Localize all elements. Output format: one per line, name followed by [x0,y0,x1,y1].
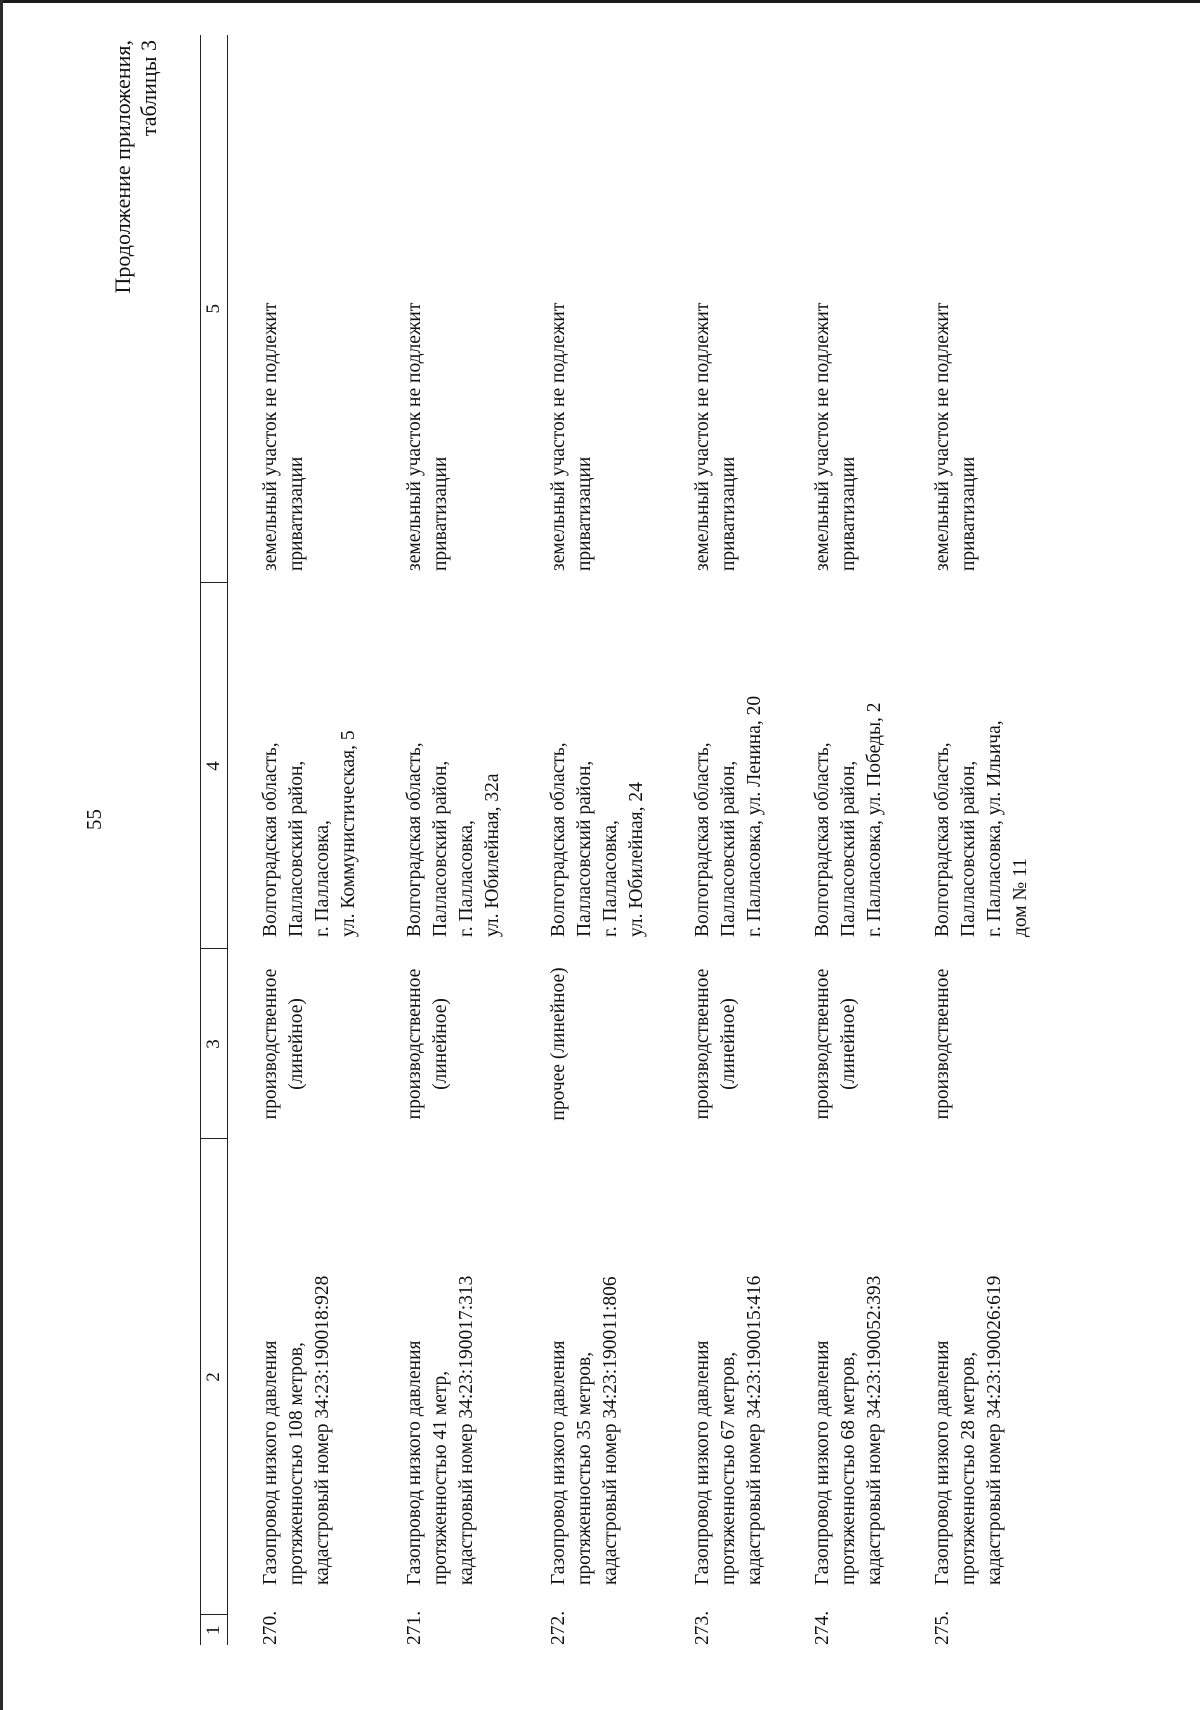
address-line: дом № 11 [1010,858,1031,937]
object-name-line: протяженностью 68 метров, [838,1351,859,1585]
object-type [228,949,373,1139]
address-line: ул. Коммунистическая, 5 [338,730,359,937]
header-col-5: 5 [201,35,228,583]
land-status [780,35,900,583]
object-name-line: кадастровый номер 34:23:190018:928 [312,1275,333,1585]
land-status [228,35,373,583]
table-row [780,35,900,1645]
object-type-line: производственное [260,968,281,1120]
address-line: Палласовский район, [838,760,859,937]
object-type-line: производственное [692,968,713,1120]
address-line: Волгоградская область, [692,742,713,937]
address-line: Палласовский район, [574,760,595,937]
scan-edge-top [0,0,1200,3]
status-line: земельный участок не подлежит [692,302,713,571]
table-row [516,35,660,1645]
object-name [900,1139,1044,1615]
object-name-line: кадастровый номер 34:23:190011:806 [600,1276,621,1585]
object-name [372,1139,516,1615]
address-line: г. Палласовка, ул. Ленина, 20 [744,695,765,937]
status-line: земельный участок не подлежит [932,302,953,571]
object-name-line: Газопровод низкого давления [260,1340,281,1585]
object-name-line: Газопровод низкого давления [548,1340,569,1585]
object-address [228,583,373,949]
page-number: 55 [82,809,106,830]
address-line: Палласовский район, [430,760,451,937]
object-name-line: Газопровод низкого давления [692,1340,713,1585]
header-row [201,35,228,1645]
object-name-line: Газопровод низкого давления [932,1340,953,1585]
object-type-line: (линейное) [718,998,739,1090]
row-number: 270. [260,1610,281,1645]
object-type-line: прочее (линейное) [548,967,569,1121]
object-type-line: производственное [812,968,833,1120]
table-row [660,35,780,1645]
row-number: 272. [548,1610,569,1645]
object-type [660,949,780,1139]
continuation-line-2: таблицы 3 [136,40,161,137]
object-name-line: кадастровый номер 34:23:190052:393 [864,1275,885,1585]
object-address [900,583,1044,949]
header-col-2: 2 [201,1139,228,1615]
status-line: приватизации [430,456,451,571]
status-line: земельный участок не подлежит [260,302,281,571]
object-name-line: кадастровый номер 34:23:190015:416 [744,1275,765,1585]
object-name-line: протяженностью 28 метров, [958,1351,979,1585]
object-name-line: Газопровод низкого давления [404,1340,425,1585]
row-number: 275. [932,1610,953,1645]
address-line: г. Палласовка, [600,820,621,937]
object-name-line: протяженностью 108 метров, [286,1342,307,1585]
address-line: Палласовский район, [958,760,979,937]
address-line: Волгоградская область, [548,742,569,937]
row-number: 274. [812,1610,833,1645]
object-type [516,949,660,1139]
continuation-note [110,40,162,340]
object-name [660,1139,780,1615]
status-line: земельный участок не подлежит [548,302,569,571]
object-address [780,583,900,949]
status-line: приватизации [286,456,307,571]
land-status [900,35,1044,583]
object-name-line: протяженностью 41 метр, [430,1370,451,1585]
object-name-line: Газопровод низкого давления [812,1340,833,1585]
address-line: ул. Юбилейная, 24 [626,782,647,937]
object-type-line: (линейное) [430,998,451,1090]
address-line: г. Палласовка, [456,820,477,937]
object-type-line: производственное [404,968,425,1120]
land-status [660,35,780,583]
object-name-line: кадастровый номер 34:23:190026:619 [984,1275,1005,1585]
object-address [372,583,516,949]
status-line: земельный участок не подлежит [812,302,833,571]
address-line: Палласовский район, [718,760,739,937]
rotated-table-container [200,35,1031,1645]
header-col-4: 4 [201,583,228,949]
header-col-1: 1 [201,1615,228,1645]
address-line: Палласовский район, [286,760,307,937]
address-line: ул. Юбилейная, 32а [482,773,503,937]
address-line: г. Палласовка, [312,820,333,937]
row-number: 273. [692,1610,713,1645]
object-type [780,949,900,1139]
row-number: 271. [404,1610,425,1645]
table-row [900,35,1044,1645]
address-line: Волгоградская область, [404,742,425,937]
table-row [372,35,516,1645]
object-name [516,1139,660,1615]
object-name-line: кадастровый номер 34:23:190017:313 [456,1275,477,1585]
table-row [228,35,373,1645]
land-status [516,35,660,583]
status-line: приватизации [718,456,739,571]
object-address [660,583,780,949]
address-line: г. Палласовка, ул. Ильича, [984,720,1005,937]
property-table [200,35,1044,1645]
scan-edge-left [0,0,3,1710]
land-status [372,35,516,583]
continuation-line-1: Продолжение приложения, [110,40,135,294]
object-name [228,1139,373,1615]
status-line: приватизации [838,456,859,571]
object-address [516,583,660,949]
object-type-line: (линейное) [286,998,307,1090]
object-type [900,949,1044,1139]
object-type [372,949,516,1139]
address-line: Волгоградская область, [932,742,953,937]
object-name-line: протяженностью 35 метров, [574,1351,595,1585]
address-line: Волгоградская область, [812,742,833,937]
status-line: приватизации [958,456,979,571]
address-line: Волгоградская область, [260,742,281,937]
status-line: земельный участок не подлежит [404,302,425,571]
header-col-3: 3 [201,949,228,1139]
object-type-line: (линейное) [838,998,859,1090]
status-line: приватизации [574,456,595,571]
object-name-line: протяженностью 67 метров, [718,1351,739,1585]
object-name [780,1139,900,1615]
address-line: г. Палласовка, ул. Победы, 2 [864,702,885,937]
object-type-line: производственное [932,968,953,1120]
